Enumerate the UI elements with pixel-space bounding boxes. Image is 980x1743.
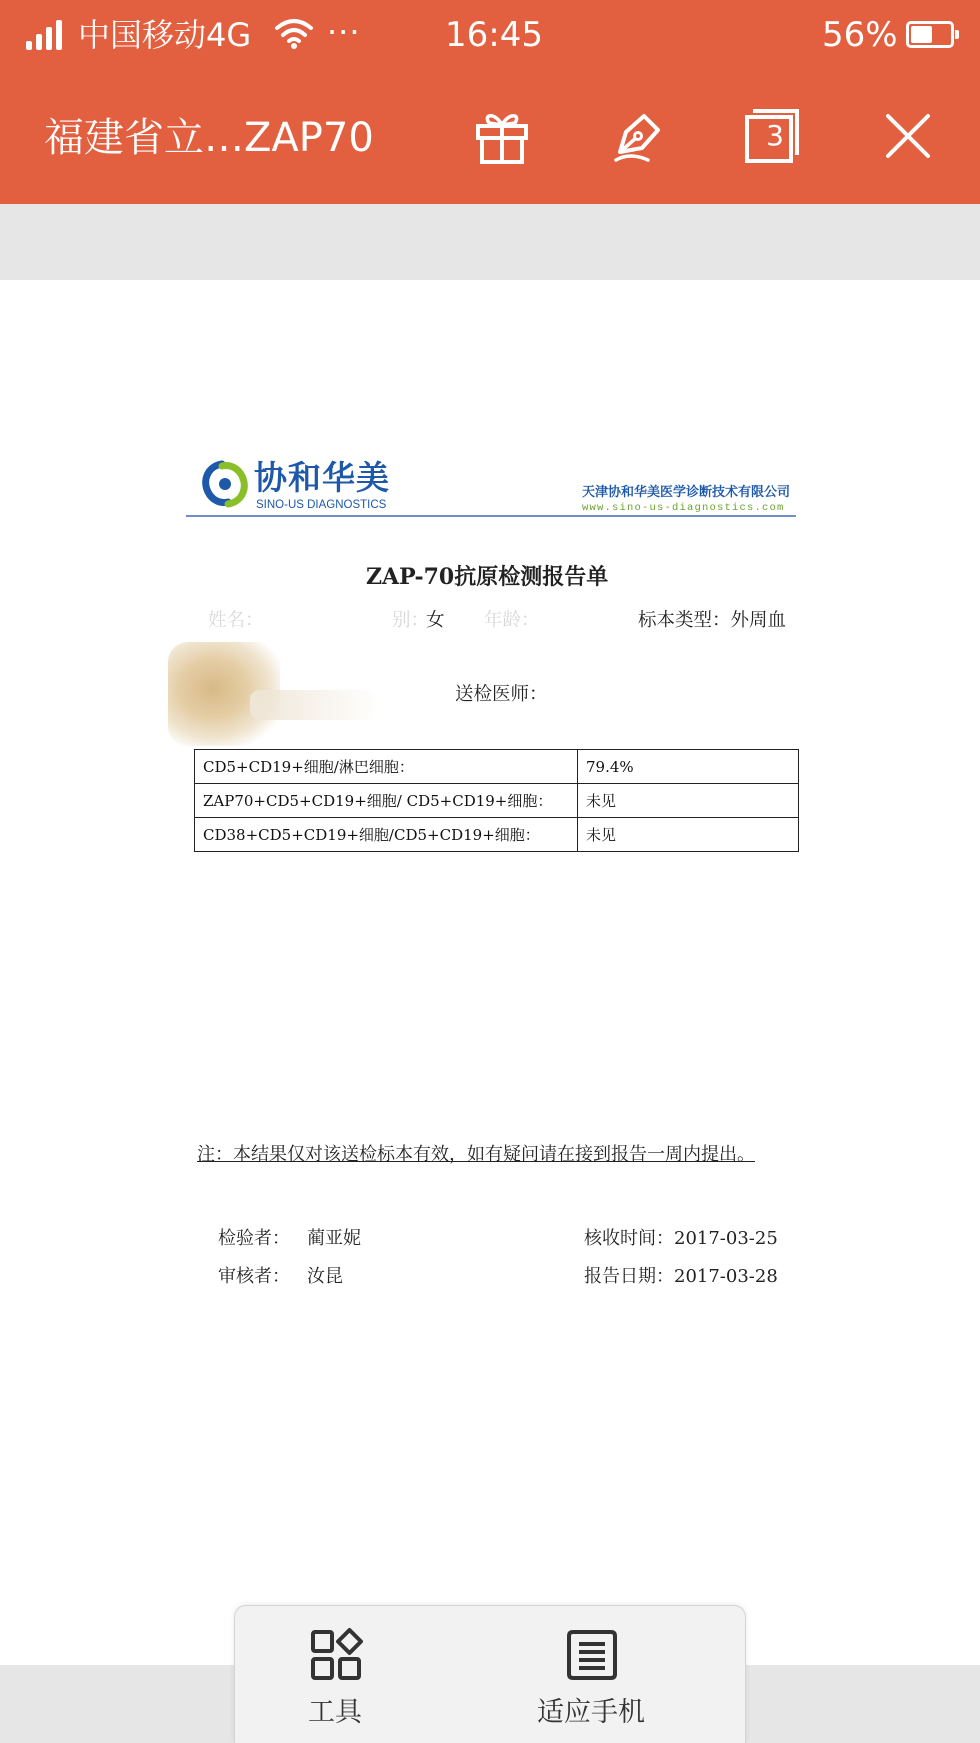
page-gap <box>0 204 980 280</box>
table-row <box>195 750 799 784</box>
result-item: ZAP70+CD5+CD19+细胞/ CD5+CD19+细胞： <box>195 784 578 818</box>
annotate-button[interactable] <box>602 100 674 172</box>
status-bar <box>0 0 980 72</box>
examiner-label: 检验者： <box>218 1228 290 1249</box>
table-row <box>195 784 799 818</box>
document-lines-icon <box>565 1628 619 1682</box>
result-value: 79.4% <box>578 750 799 784</box>
document-page[interactable] <box>0 280 980 1665</box>
clock: 16:45 <box>445 15 543 55</box>
logo-name-en: SINO-US DIAGNOSTICS <box>256 499 387 511</box>
result-value: 未见 <box>578 818 799 852</box>
signal-icon <box>26 20 68 50</box>
window-count: 3 <box>766 119 784 152</box>
document-title: 福建省立…ZAP70 <box>44 115 374 161</box>
fit-phone-button[interactable] <box>491 1606 691 1743</box>
header-divider <box>186 515 796 517</box>
battery-percent: 56% <box>822 15 898 55</box>
table-row <box>195 818 799 852</box>
logo-mark-icon <box>200 458 250 510</box>
result-value: 未见 <box>578 784 799 818</box>
app-bar <box>0 72 980 204</box>
redacted-area-trail <box>250 690 380 720</box>
report-date: 报告日期：2017-03-28 <box>584 1266 778 1287</box>
battery-icon <box>906 21 954 48</box>
gender-value: 女 <box>426 610 445 631</box>
logo-name-cn: 协和华美 <box>254 458 390 497</box>
results-table <box>194 749 799 852</box>
report-title: ZAP-70抗原检测报告单 <box>366 564 609 590</box>
age-label: 年龄： <box>484 610 540 631</box>
gender-label: 别： <box>392 610 430 631</box>
bottom-toolbar <box>234 1605 746 1743</box>
result-item: CD5+CD19+细胞/淋巴细胞： <box>195 750 578 784</box>
name-label: 姓名： <box>208 610 264 631</box>
gift-icon <box>475 106 529 166</box>
close-button[interactable] <box>872 100 944 172</box>
pen-nib-icon <box>610 108 666 164</box>
received-time: 核收时间：2017-03-25 <box>584 1228 778 1249</box>
tools-button[interactable] <box>235 1606 435 1743</box>
result-item: CD38+CD5+CD19+细胞/CD5+CD19+细胞： <box>195 818 578 852</box>
sample-type: 标本类型：外周血 <box>638 610 787 631</box>
report-note: 注：本结果仅对该送检标本有效，如有疑问请在接到报告一周内提出。 <box>197 1144 755 1165</box>
grid-tools-icon <box>309 1628 363 1682</box>
more-status-icon: ··· <box>327 13 361 51</box>
company-logo <box>200 458 400 518</box>
top-bar <box>0 0 980 204</box>
carrier-label: 中国移动4G <box>78 16 252 54</box>
wifi-icon <box>274 16 314 50</box>
reviewer-name: 汝昆 <box>307 1266 343 1287</box>
windows-button[interactable] <box>736 100 808 172</box>
sender-doctor: 送检医师： <box>455 684 548 705</box>
reviewer-label: 审核者： <box>218 1266 290 1287</box>
company-name: 天津协和华美医学诊断技术有限公司 <box>582 485 791 500</box>
examiner-name: 蔺亚妮 <box>307 1228 361 1249</box>
gift-button[interactable] <box>466 100 538 172</box>
company-website: www.sino-us-diagnostics.com <box>582 502 785 514</box>
tools-label: 工具 <box>308 1697 362 1728</box>
fit-phone-label: 适应手机 <box>537 1697 645 1728</box>
close-icon <box>884 112 932 160</box>
